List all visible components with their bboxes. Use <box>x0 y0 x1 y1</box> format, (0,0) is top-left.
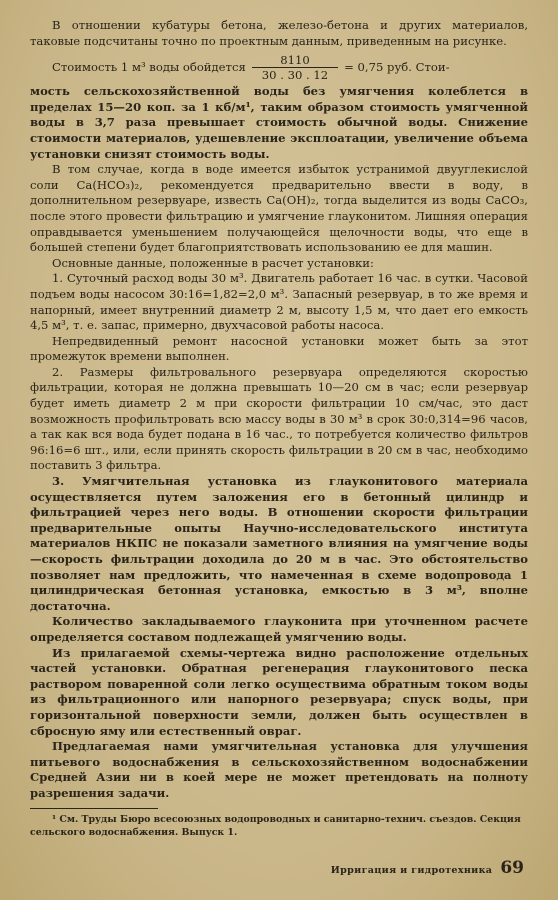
paragraph: мость сельскохозяйственной воды без умягчения колеблется в пределах 15—20 коп. за 1 кб/м¹, таким образом стоимость умягченной воды в 3,7 раза превышает стоимость обычной воды. Снижение стоимости материалов, удешевление эксплоатации, увеличение объема установки снизят стоимость воды. <box>30 84 528 161</box>
paragraph-intro: В отношении кубатуры бетона, железо-бетона и других материалов, таковые подсчитаны точно по проектным данным, приведенным на рисунке. <box>30 18 528 48</box>
formula-fraction <box>252 53 338 82</box>
footnote-rule <box>30 808 158 809</box>
paragraph: 2. Размеры фильтровального резервуара определяются скоростью фильтрации, которая не должна превышать 10—20 см в час; если резервуар будет иметь диаметр 2 м при скорости фильтрации 10 см/час, это даст возможность профильтровать всю массу воды в 30 м³ в срок 30:0,314=96 часов, а так как вся вода будет подана в 16 час., то потребуется количество фильтров 96:16=6 шт., или, если принять скорость фильтрации в 20 см в час, необходимо поставить 3 фильтра. <box>30 364 528 473</box>
footnote: ¹ См. Труды Бюро всесоюзных водопроводных и санитарно-технич. съездов. Секция сельского водоснабжения. Выпуск 1. <box>30 813 521 838</box>
paragraph: Непредвиденный ремонт насосной установки может быть за этот промежуток времени выполнен. <box>30 333 528 364</box>
paragraph: В том случае, когда в воде имеется избыток устранимой двууглекислой соли Са(НСО₃)₂, рекомендуется предварительно ввести в воду, в дополнительном резервуаре, известь Са(ОН)₂, тогда выделится из воды СаСО₃, после этого провести фильтрацию и умягчение глауконитом. Лишняя операция оправдывается уменьшением получающейся щелочности воды, что еще в большей степени будет благоприятствовать использованию ее для машин. <box>30 162 528 255</box>
paragraph: Основные данные, положенные в расчет установки: <box>52 255 374 270</box>
paragraph: 1. Суточный расход воды 30 м³. Двигатель работает 16 час. в сутки. Часовой подъем воды насосом 30:16=1,82=2,0 м³. Запасный резервуар, в то же время и напорный, имеет внутренний диаметр 2 м, высоту 1,5 м, что дает его емкость 4,5 м³, т. е. запас, примерно, двухчасовой работы насоса. <box>30 271 528 333</box>
formula-denominator: 30 . 30 . 12 <box>252 67 338 82</box>
page-number: 69 <box>500 858 524 878</box>
paragraph: 3. Умягчительная установка из глауконитового материала осуществляется путем заложения его в бетонный цилиндр и фильтрацией через него воды. В отношении скорости фильтрации предварительные опыты Научно-исследовательского института материалов НКПС не показали заметного влияния на умягчение воды—скорость фильтрации доходила до 20 м в час. Это обстоятельство позволяет нам предложить, что намеченная в схеме водопровода 1 цилиндрическая бетонная установка, емкостью в 3 м³, вполне достаточна. <box>30 474 528 613</box>
paragraph: Количество закладываемого глауконита при уточненном расчете определяется составом подлежащей умягчению воды. <box>30 614 528 644</box>
formula-numerator: 8110 <box>280 53 310 68</box>
formula-result: = 0,75 руб. Стои- <box>344 59 450 74</box>
body-paragraphs <box>30 84 528 801</box>
running-footer <box>331 858 524 878</box>
page-body <box>30 18 528 839</box>
paragraph: Предлагаемая нами умягчительная установка для улучшения питьевого водоснабжения в сельскохозяйственном водоснабжении Средней Азии ни в коей мере не может претендовать на полноту разрешения задачи. <box>30 739 528 800</box>
cost-formula <box>30 53 528 82</box>
running-title: Ирригация и гидротехника <box>330 865 493 876</box>
formula-lead: Стоимость 1 м³ воды обойдется <box>52 59 246 74</box>
paragraph: Из прилагаемой схемы-чертежа видно расположение отдельных частей установки. Обратная регенерация глауконитового песка раствором поваренной соли легко осуществима обратным током воды из фильтрационного или напорного резервуара; спуск воды, при горизонтальной поверхности земли, должен быть осуществлен в сбросную яму или естественный овраг. <box>30 645 528 738</box>
